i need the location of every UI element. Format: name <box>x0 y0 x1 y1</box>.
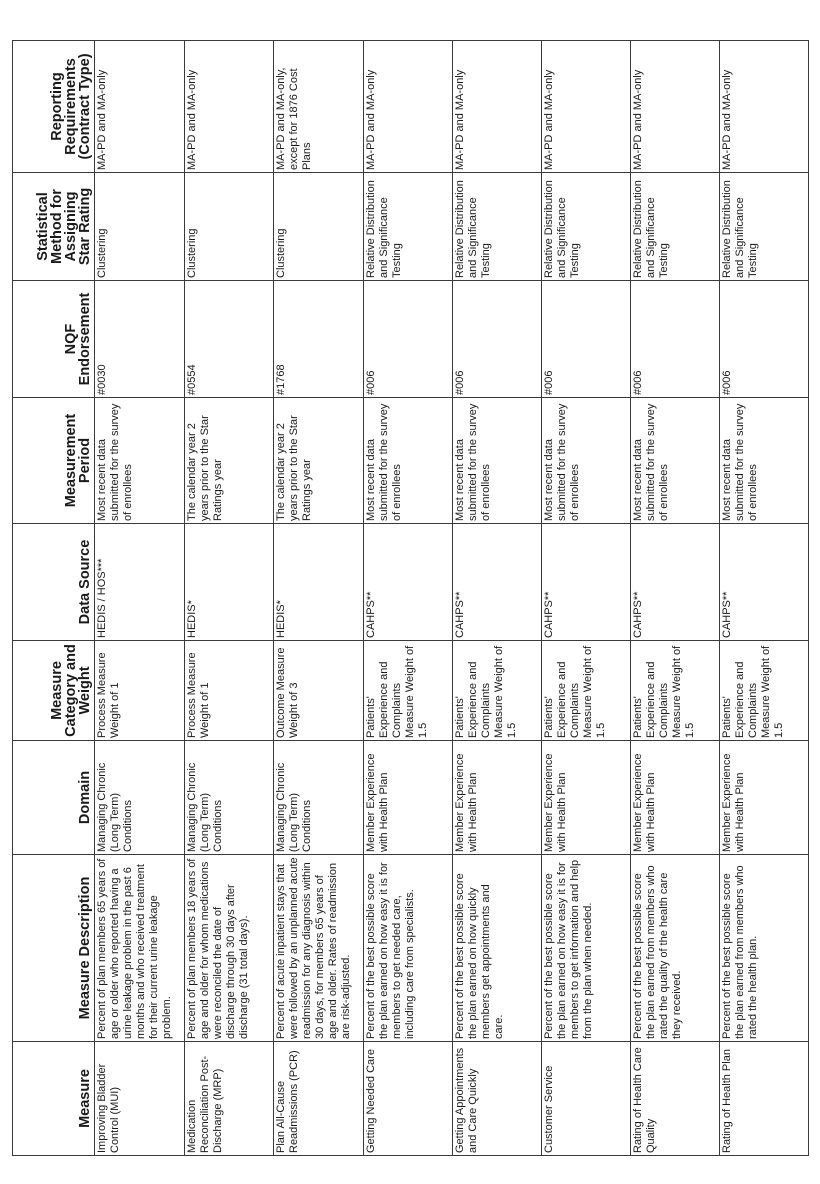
cell-nqf: #006 <box>364 281 453 398</box>
cell-period: Most recent data submitted for the survey of enrollees <box>95 398 185 524</box>
cell-category: Patients' Experience and Complaints Measure Weight of 1.5 <box>542 641 631 741</box>
cell-measure: Getting Needed Care <box>364 1042 453 1156</box>
table-row <box>453 41 542 1156</box>
cell-domain: Member Experience with Health Plan <box>364 741 453 855</box>
cell-reporting: MA-PD and MA-only <box>364 41 453 173</box>
cell-period: The calendar year 2 years prior to the Star Ratings year <box>185 398 274 524</box>
table-row <box>631 41 720 1156</box>
cell-period: Most recent data submitted for the survey of enrollees <box>453 398 542 524</box>
header-period: Measurement Period <box>13 398 95 524</box>
cell-reporting: MA-PD and MA-only <box>185 41 274 173</box>
cell-category: Patients' Experience and Complaints Measure Weight of 1.5 <box>631 641 720 741</box>
cell-period: Most recent data submitted for the survey of enrollees <box>631 398 720 524</box>
cell-domain: Managing Chronic (Long Term) Conditions <box>274 741 364 855</box>
cell-source: HEDIS* <box>274 524 364 641</box>
cell-reporting: MA-PD and MA-only <box>542 41 631 173</box>
cell-source: CAHPS** <box>453 524 542 641</box>
cell-description: Percent of the best possible score the plan earned from members who rated the quality of the health care they received. <box>631 855 720 1042</box>
cell-description: Percent of plan members 65 years of age or older who reported having a urine leakage problem in the past 6 months and who received treatment for their current urine leakage problem. <box>95 855 185 1042</box>
header-domain: Domain <box>13 741 95 855</box>
cell-method: Clustering <box>95 173 185 281</box>
cell-source: HEDIS / HOS*** <box>95 524 185 641</box>
cell-category: Process Measure Weight of 1 <box>95 641 185 741</box>
cell-domain: Managing Chronic (Long Term) Conditions <box>185 741 274 855</box>
cell-nqf: #006 <box>453 281 542 398</box>
table-row <box>542 41 631 1156</box>
cell-period: Most recent data submitted for the survey of enrollees <box>364 398 453 524</box>
cell-source: CAHPS** <box>720 524 809 641</box>
cell-reporting: MA-PD and MA-only <box>453 41 542 173</box>
cell-domain: Managing Chronic (Long Term) Conditions <box>95 741 185 855</box>
cell-nqf: #006 <box>631 281 720 398</box>
header-row <box>13 41 95 1156</box>
cell-method: Relative Distribution and Significance Testing <box>453 173 542 281</box>
cell-domain: Member Experience with Health Plan <box>453 741 542 855</box>
header-reporting: Reporting Requirements (Contract Type) <box>13 41 95 173</box>
header-category: Measure Category and Weight <box>13 641 95 741</box>
cell-measure: Getting Appointments and Care Quickly <box>453 1042 542 1156</box>
header-description: Measure Description <box>13 855 95 1042</box>
cell-reporting: MA-PD and MA-only <box>631 41 720 173</box>
cell-description: Percent of the best possible score the plan earned on how easy it is for members to get needed care, including care from specialists. <box>364 855 453 1042</box>
cell-description: Percent of acute inpatient stays that were followed by an unplanned acute readmission for any diagnosis within 30 days, for members 65 years of age and older. Rates of readmission are risk-adjusted. <box>274 855 364 1042</box>
cell-domain: Member Experience with Health Plan <box>720 741 809 855</box>
cell-description: Percent of the best possible score the plan earned on how quickly members get appointments and care. <box>453 855 542 1042</box>
cell-source: CAHPS** <box>631 524 720 641</box>
table-row <box>364 41 453 1156</box>
cell-measure: Medication Reconciliation Post-Discharge (MRP) <box>185 1042 274 1156</box>
cell-period: The calendar year 2 years prior to the Star Ratings year <box>274 398 364 524</box>
cell-source: HEDIS* <box>185 524 274 641</box>
measures-table <box>12 40 809 1156</box>
cell-category: Patients' Experience and Complaints Measure Weight of 1.5 <box>364 641 453 741</box>
cell-reporting: MA-PD and MA-only <box>95 41 185 173</box>
cell-domain: Member Experience with Health Plan <box>631 741 720 855</box>
cell-domain: Member Experience with Health Plan <box>542 741 631 855</box>
cell-method: Relative Distribution and Significance Testing <box>542 173 631 281</box>
cell-reporting: MA-PD and MA-only, except for 1876 Cost Plans <box>274 41 364 173</box>
cell-nqf: #006 <box>542 281 631 398</box>
cell-measure: Rating of Health Care Quality <box>631 1042 720 1156</box>
cell-nqf: #006 <box>720 281 809 398</box>
header-method: Statistical Method for Assigning Star Rating <box>13 173 95 281</box>
cell-description: Percent of the best possible score the plan earned on how easy it is for members to get information and help from the plan when needed. <box>542 855 631 1042</box>
cell-nqf: #1768 <box>274 281 364 398</box>
cell-nqf: #0030 <box>95 281 185 398</box>
cell-description: Percent of plan members 18 years of age and older for whom medications were reconciled the date of discharge through 30 days after discharge (31 total days). <box>185 855 274 1042</box>
cell-reporting: MA-PD and MA-only <box>720 41 809 173</box>
cell-description: Percent of the best possible score the plan earned from members who rated the health plan. <box>720 855 809 1042</box>
cell-nqf: #0554 <box>185 281 274 398</box>
table-row <box>185 41 274 1156</box>
cell-measure: Plan All-Cause Readmissions (PCR) <box>274 1042 364 1156</box>
cell-method: Relative Distribution and Significance Testing <box>364 173 453 281</box>
cell-source: CAHPS** <box>364 524 453 641</box>
cell-method: Relative Distribution and Significance Testing <box>631 173 720 281</box>
table-row <box>720 41 809 1156</box>
cell-method: Clustering <box>185 173 274 281</box>
cell-measure: Improving Bladder Control (MUI) <box>95 1042 185 1156</box>
cell-category: Process Measure Weight of 1 <box>185 641 274 741</box>
cell-category: Patients' Experience and Complaints Measure Weight of 1.5 <box>453 641 542 741</box>
table-row <box>95 41 185 1156</box>
header-source: Data Source <box>13 524 95 641</box>
cell-source: CAHPS** <box>542 524 631 641</box>
cell-category: Patients' Experience and Complaints Measure Weight of 1.5 <box>720 641 809 741</box>
header-measure: Measure <box>13 1042 95 1156</box>
cell-measure: Rating of Health Plan <box>720 1042 809 1156</box>
cell-method: Relative Distribution and Significance Testing <box>720 173 809 281</box>
cell-measure: Customer Service <box>542 1042 631 1156</box>
cell-method: Clustering <box>274 173 364 281</box>
table-row <box>274 41 364 1156</box>
header-nqf: NQF Endorsement <box>13 281 95 398</box>
cell-period: Most recent data submitted for the survey of enrollees <box>720 398 809 524</box>
cell-category: Outcome Measure Weight of 3 <box>274 641 364 741</box>
cell-period: Most recent data submitted for the survey of enrollees <box>542 398 631 524</box>
